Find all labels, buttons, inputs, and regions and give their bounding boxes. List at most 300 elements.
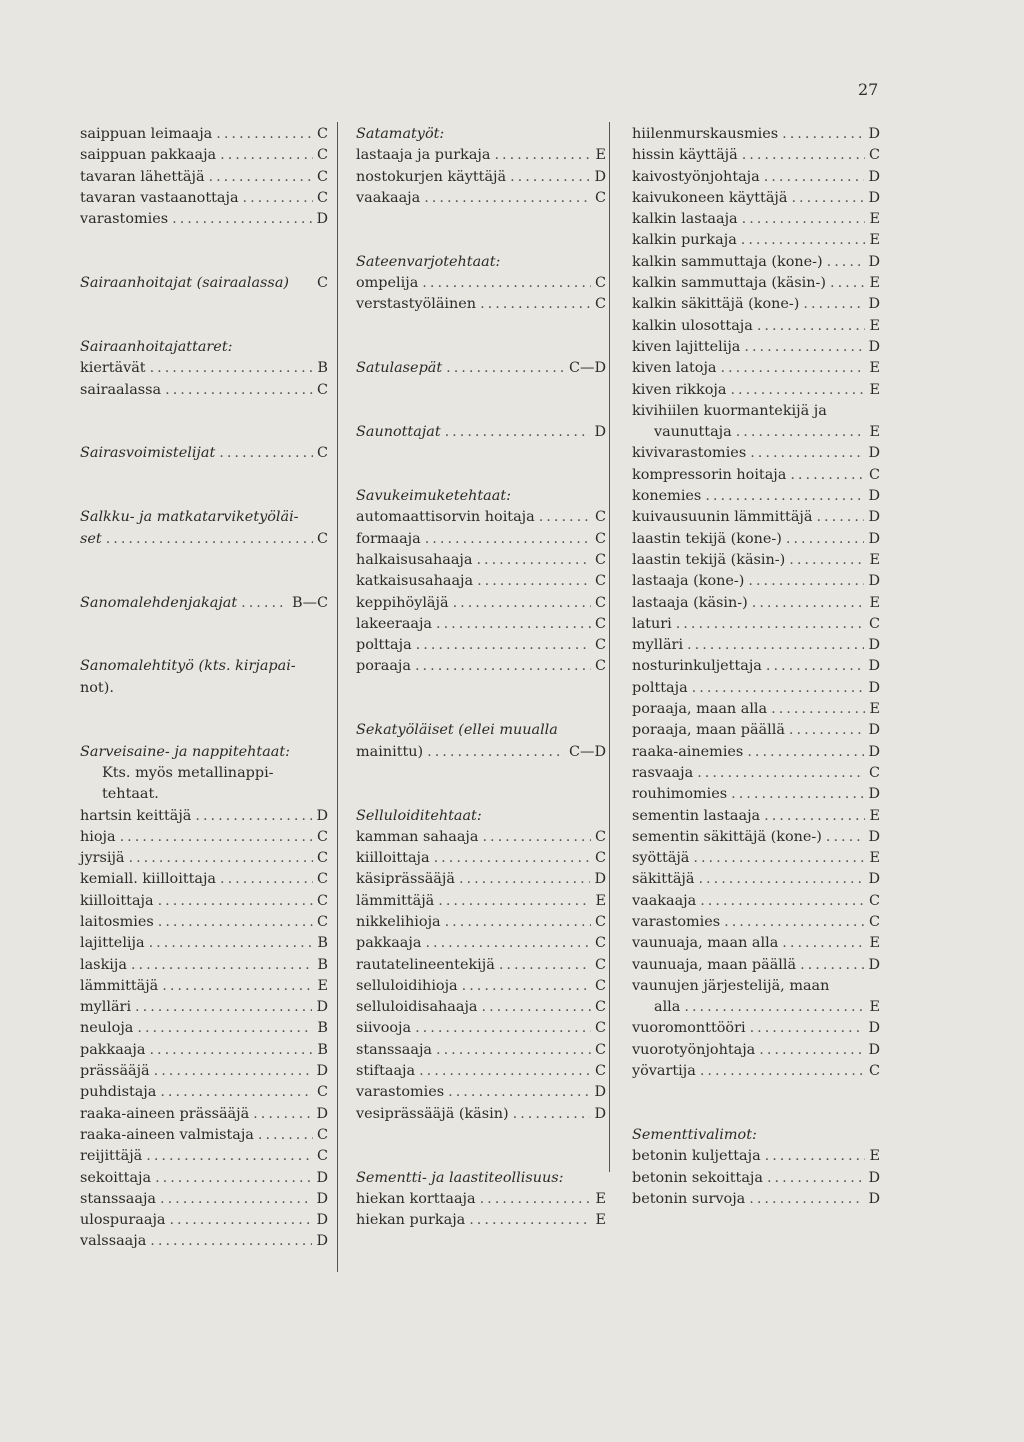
dot-leader xyxy=(720,358,865,379)
index-entry xyxy=(356,167,606,188)
entry-class: C xyxy=(316,892,328,909)
text-line: vaunujen järjestelijä, maan xyxy=(632,977,830,994)
entry-class: D xyxy=(868,488,880,505)
entry-class: B xyxy=(317,1041,328,1058)
entry-term: formaaja xyxy=(356,530,421,547)
column-divider xyxy=(609,122,610,1172)
entry-term: vaunuaja, maan päällä xyxy=(632,956,797,973)
dot-leader xyxy=(698,869,864,890)
spacer xyxy=(80,465,328,508)
dot-leader xyxy=(513,1104,591,1125)
entry-term: laastin tekijä (kone-) xyxy=(632,530,782,547)
entry-term: stiftaaja xyxy=(356,1063,416,1080)
index-entry xyxy=(632,1189,880,1210)
index-entry xyxy=(632,422,880,443)
dot-leader xyxy=(480,1189,592,1210)
entry-class: C xyxy=(594,828,606,845)
dot-leader xyxy=(241,593,288,614)
dot-leader xyxy=(462,976,591,997)
index-entry xyxy=(632,252,880,273)
index-entry xyxy=(356,1104,606,1125)
entry-term: keppihöyläjä xyxy=(356,594,449,611)
index-entry xyxy=(356,742,606,763)
text-line: Kts. myös metallinappi- xyxy=(102,764,274,781)
spacer xyxy=(356,763,606,806)
entry-term: kaivukoneen käyttäjä xyxy=(632,189,788,206)
index-entry xyxy=(356,955,606,976)
entry-class: D xyxy=(316,807,328,824)
entry-class: C xyxy=(316,381,328,398)
spacer xyxy=(80,401,328,444)
entry-class: E xyxy=(595,147,606,164)
entry-class: D xyxy=(316,1169,328,1186)
section-heading: Savukeimuketehtaat: xyxy=(356,488,511,505)
index-entry xyxy=(80,380,328,401)
section-heading: Sekatyöläiset (ellei muualla xyxy=(356,722,558,739)
dot-leader xyxy=(469,1210,591,1231)
entry-class: D xyxy=(868,445,880,462)
entry-class: D xyxy=(868,1190,880,1207)
dot-leader xyxy=(165,380,313,401)
index-entry xyxy=(356,997,606,1018)
dot-leader xyxy=(757,316,866,337)
entry-class: E xyxy=(869,935,880,952)
entry-term: laturi xyxy=(632,615,672,632)
index-entry xyxy=(356,635,606,656)
index-entry xyxy=(356,827,606,848)
index-entry xyxy=(632,699,880,720)
index-entry xyxy=(356,614,606,635)
dot-leader xyxy=(700,1061,865,1082)
entry-term: ompelija xyxy=(356,275,419,292)
entry-class: C xyxy=(316,913,328,930)
entry-term: sairaalassa xyxy=(80,381,162,398)
entry-term: tavaran vastaanottaja xyxy=(80,189,239,206)
dot-leader xyxy=(195,806,312,827)
dot-leader xyxy=(416,635,591,656)
entry-term: kaivostyönjohtaja xyxy=(632,168,760,185)
entry-term: säkittäjä xyxy=(632,871,695,888)
entry-term: lastaaja ja purkaja xyxy=(356,147,491,164)
entry-class: C xyxy=(316,1148,328,1165)
entry-class: C xyxy=(316,275,328,292)
entry-term: vaakaaja xyxy=(632,892,697,909)
dot-leader xyxy=(446,358,565,379)
entry-term: alla xyxy=(654,999,681,1016)
index-entry xyxy=(632,614,880,635)
entry-class: C xyxy=(594,551,606,568)
entry-term: hissin käyttäjä xyxy=(632,147,738,164)
text-line: tehtaat. xyxy=(102,786,159,803)
entry-term: hiekan purkaja xyxy=(356,1212,466,1229)
entry-class: C xyxy=(594,275,606,292)
entry-class: D xyxy=(316,1233,328,1250)
entry-term: pakkaaja xyxy=(356,935,422,952)
entry-class: B xyxy=(317,935,328,952)
entry-class: C xyxy=(594,935,606,952)
entry-term: vaunuaja, maan alla xyxy=(632,935,779,952)
spacer xyxy=(356,380,606,423)
entry-class: D xyxy=(868,338,880,355)
spacer xyxy=(80,699,328,742)
entry-class: E xyxy=(595,1190,606,1207)
entry-class: E xyxy=(595,892,606,909)
entry-term: rasvaaja xyxy=(632,764,694,781)
entry-class: C xyxy=(594,999,606,1016)
index-entry xyxy=(632,891,880,912)
index-entry xyxy=(632,443,880,464)
index-entry xyxy=(632,1061,880,1082)
entry-term: lämmittäjä xyxy=(80,977,159,994)
entry-class: D xyxy=(868,1169,880,1186)
entry-class: D xyxy=(868,189,880,206)
entry-class: D xyxy=(868,296,880,313)
entry-class: E xyxy=(869,999,880,1016)
spacer xyxy=(80,294,328,337)
index-entry xyxy=(80,1231,328,1252)
entry-term: poraaja, maan päällä xyxy=(632,722,785,739)
entry-term: stanssaaja xyxy=(356,1041,432,1058)
entry-term: vuoromonttööri xyxy=(632,1020,746,1037)
entry-class: D xyxy=(316,1105,328,1122)
index-entry xyxy=(632,869,880,890)
entry-class: C xyxy=(316,1084,328,1101)
dot-leader xyxy=(767,1168,864,1189)
entry-term: raaka-aineen valmistaja xyxy=(80,1126,254,1143)
section-heading: Satamatyöt: xyxy=(356,126,445,142)
dot-leader xyxy=(160,1082,313,1103)
entry-term: lastaaja (kone-) xyxy=(632,573,745,590)
entry-term: nikkelihioja xyxy=(356,913,441,930)
spacer xyxy=(80,230,328,273)
entry-term: laastin tekijä (käsin-) xyxy=(632,551,786,568)
entry-term: saippuan pakkaaja xyxy=(80,147,217,164)
entry-class: C xyxy=(316,147,328,164)
entry-class: B xyxy=(317,956,328,973)
dot-leader xyxy=(693,848,865,869)
index-entry xyxy=(80,827,328,848)
index-entry xyxy=(632,571,880,592)
entry-class: D xyxy=(868,743,880,760)
entry-term: kalkin lastaaja xyxy=(632,211,738,228)
index-entry xyxy=(80,167,328,188)
dot-leader xyxy=(129,848,313,869)
dot-leader xyxy=(172,209,312,230)
index-entry xyxy=(80,1104,328,1125)
entry-term: Sanomalehdenjakajat xyxy=(80,594,238,611)
entry-class: C xyxy=(594,658,606,675)
entry-class: D xyxy=(868,530,880,547)
dot-leader xyxy=(220,145,313,166)
entry-term: sementin säkittäjä (kone-) xyxy=(632,828,822,845)
dot-leader xyxy=(741,230,866,251)
dot-leader xyxy=(830,273,865,294)
entry-class: E xyxy=(869,232,880,249)
entry-class: D xyxy=(868,509,880,526)
entry-term: reijittäjä xyxy=(80,1148,143,1165)
entry-term: valssaaja xyxy=(80,1233,147,1250)
index-entry xyxy=(356,912,606,933)
index-entry xyxy=(356,358,606,379)
entry-class: D xyxy=(868,871,880,888)
dot-leader xyxy=(731,784,864,805)
index-entry xyxy=(80,273,328,294)
dot-leader xyxy=(425,529,591,550)
index-entry xyxy=(356,550,606,571)
dot-leader xyxy=(146,1146,313,1167)
dot-leader xyxy=(162,976,313,997)
dot-leader xyxy=(816,507,864,528)
entry-class: E xyxy=(869,381,880,398)
entry-term: kalkin ulosottaja xyxy=(632,317,753,334)
index-entry xyxy=(632,720,880,741)
dot-leader xyxy=(697,763,865,784)
index-entry xyxy=(80,1189,328,1210)
entry-class: D xyxy=(868,786,880,803)
entry-term: tavaran lähettäjä xyxy=(80,168,205,185)
entry-term: vaunuttaja xyxy=(654,424,732,441)
index-entry xyxy=(80,145,328,166)
index-entry xyxy=(356,1018,606,1039)
dot-leader xyxy=(415,1018,591,1039)
dot-leader xyxy=(742,145,865,166)
dot-leader xyxy=(438,891,591,912)
spacer xyxy=(632,1082,880,1125)
spacer xyxy=(356,1125,606,1168)
entry-class: D xyxy=(316,1212,328,1229)
dot-leader xyxy=(791,188,864,209)
entry-class: C xyxy=(316,1126,328,1143)
entry-class: C xyxy=(316,530,328,547)
dot-leader xyxy=(803,294,864,315)
entry-term: kamman sahaaja xyxy=(356,828,479,845)
index-entry xyxy=(632,656,880,677)
index-entry xyxy=(356,593,606,614)
dot-leader xyxy=(480,294,591,315)
entry-class: D xyxy=(594,424,606,441)
entry-class: C xyxy=(868,764,880,781)
index-entry xyxy=(356,1082,606,1103)
entry-class: E xyxy=(869,211,880,228)
entry-term: Sairaanhoitajat (sairaalassa) xyxy=(80,275,290,292)
entry-term: varastomies xyxy=(80,211,169,228)
dot-leader xyxy=(744,337,864,358)
index-column-2 xyxy=(356,124,606,1231)
entry-class: E xyxy=(869,594,880,611)
index-entry xyxy=(80,1018,328,1039)
entry-term: kiertävät xyxy=(80,360,146,377)
dot-leader xyxy=(434,848,591,869)
index-entry xyxy=(356,145,606,166)
index-entry xyxy=(80,443,328,464)
dot-leader xyxy=(422,273,591,294)
index-entry xyxy=(632,848,880,869)
entry-class: D xyxy=(868,956,880,973)
entry-term: yövartija xyxy=(632,1063,696,1080)
index-entry xyxy=(632,955,880,976)
entry-term: polttaja xyxy=(632,679,688,696)
index-entry xyxy=(632,380,880,401)
dot-leader xyxy=(243,188,313,209)
index-entry xyxy=(80,188,328,209)
entry-class: D xyxy=(316,211,328,228)
dot-leader xyxy=(539,507,591,528)
entry-term: kompressorin hoitaja xyxy=(632,466,787,483)
entry-term: ulospuraaja xyxy=(80,1212,166,1229)
dot-leader xyxy=(154,1061,313,1082)
index-entry xyxy=(632,933,880,954)
entry-class: C xyxy=(594,1041,606,1058)
entry-class: C xyxy=(594,956,606,973)
index-entry xyxy=(80,124,328,145)
section-heading: Sementtivalimot: xyxy=(632,1126,757,1143)
index-entry xyxy=(80,955,328,976)
entry-term: Sairasvoimistelijat xyxy=(80,445,216,462)
index-entry xyxy=(356,188,606,209)
entry-term: vaakaaja xyxy=(356,189,421,206)
entry-term: selluloidihioja xyxy=(356,977,458,994)
dot-leader xyxy=(790,465,865,486)
entry-term: halkaisusahaaja xyxy=(356,551,473,568)
dot-leader xyxy=(436,1040,591,1061)
dot-leader xyxy=(700,891,865,912)
dot-leader xyxy=(150,358,314,379)
entry-class: E xyxy=(869,701,880,718)
entry-term: nosturinkuljettaja xyxy=(632,658,762,675)
entry-term: Satulasepät xyxy=(356,360,443,377)
entry-class: D xyxy=(868,573,880,590)
index-entry xyxy=(356,507,606,528)
dot-leader xyxy=(448,1082,590,1103)
entry-class: E xyxy=(869,275,880,292)
entry-class: D xyxy=(868,168,880,185)
entry-term: syöttäjä xyxy=(632,850,690,867)
entry-class: C xyxy=(594,189,606,206)
section-heading: Sateenvarjotehtaat: xyxy=(356,253,501,270)
entry-term: selluloidisahaaja xyxy=(356,999,478,1016)
entry-term: lastaaja (käsin-) xyxy=(632,594,748,611)
section-heading: Sairaanhoitajattaret: xyxy=(80,338,233,355)
entry-class: C xyxy=(868,147,880,164)
index-entry xyxy=(632,1040,880,1061)
entry-term: lämmittäjä xyxy=(356,892,435,909)
entry-class: D xyxy=(316,1063,328,1080)
entry-class: C xyxy=(316,871,328,888)
entry-class: C xyxy=(594,850,606,867)
dot-leader xyxy=(445,422,591,443)
entry-term: hartsin keittäjä xyxy=(80,807,192,824)
dot-leader xyxy=(730,380,865,401)
index-entry xyxy=(80,1168,328,1189)
index-entry xyxy=(356,933,606,954)
entry-class: E xyxy=(317,977,328,994)
dot-leader xyxy=(150,1231,312,1252)
entry-class: D xyxy=(868,1020,880,1037)
entry-term: saippuan leimaaja xyxy=(80,126,213,142)
entry-term: kalkin sammuttaja (käsin-) xyxy=(632,275,826,292)
entry-term: katkaisusahaaja xyxy=(356,573,474,590)
entry-class: D xyxy=(868,637,880,654)
index-entry xyxy=(80,209,328,230)
entry-term: betonin kuljettaja xyxy=(632,1148,761,1165)
entry-class: C xyxy=(316,168,328,185)
entry-term: vuorotyönjohtaja xyxy=(632,1041,756,1058)
entry-term: Saunottajat xyxy=(356,424,441,441)
entry-term: konemies xyxy=(632,488,702,505)
index-entry xyxy=(632,1146,880,1167)
dot-leader xyxy=(789,550,865,571)
entry-class: E xyxy=(869,424,880,441)
entry-class: C—D xyxy=(569,743,606,760)
index-entry xyxy=(632,465,880,486)
dot-leader xyxy=(736,422,866,443)
entry-class: C xyxy=(868,913,880,930)
column-divider xyxy=(337,122,338,1272)
dot-leader xyxy=(158,891,313,912)
entry-class: D xyxy=(868,658,880,675)
entry-class: C xyxy=(868,615,880,632)
index-entry xyxy=(80,593,328,614)
index-entry xyxy=(632,784,880,805)
index-column-1 xyxy=(80,124,328,1253)
entry-class: B xyxy=(317,360,328,377)
section-heading: Sanomalehtityö (kts. kirjapai- xyxy=(80,658,296,675)
index-entry xyxy=(632,678,880,699)
dot-leader xyxy=(676,614,865,635)
index-entry xyxy=(80,869,328,890)
dot-leader xyxy=(800,955,864,976)
index-entry xyxy=(632,294,880,315)
entry-term: hiilenmurskausmies xyxy=(632,126,779,142)
index-entry xyxy=(632,806,880,827)
index-entry xyxy=(80,912,328,933)
index-entry xyxy=(632,358,880,379)
index-entry xyxy=(80,1040,328,1061)
entry-term: kemiall. kiilloittaja xyxy=(80,871,217,888)
dot-leader xyxy=(705,486,864,507)
index-entry xyxy=(80,806,328,827)
index-column-3 xyxy=(632,124,880,1210)
entry-class: C xyxy=(868,1063,880,1080)
index-entry xyxy=(80,933,328,954)
entry-class: D xyxy=(868,126,880,142)
dot-leader xyxy=(724,912,865,933)
dot-leader xyxy=(158,912,313,933)
index-entry xyxy=(356,1189,606,1210)
entry-term: kalkin sammuttaja (kone-) xyxy=(632,253,823,270)
entry-term: lajittelija xyxy=(80,935,145,952)
index-entry xyxy=(632,507,880,528)
dot-leader xyxy=(220,869,313,890)
entry-class: C xyxy=(594,913,606,930)
entry-term: siivooja xyxy=(356,1020,412,1037)
dot-leader xyxy=(764,806,865,827)
index-entry xyxy=(80,891,328,912)
entry-term: puhdistaja xyxy=(80,1084,157,1101)
entry-term: mylläri xyxy=(80,999,132,1016)
dot-leader xyxy=(482,997,591,1018)
index-entry xyxy=(356,273,606,294)
entry-class: C xyxy=(316,126,328,142)
index-entry xyxy=(356,422,606,443)
dot-leader xyxy=(752,593,866,614)
entry-term: pakkaaja xyxy=(80,1041,146,1058)
index-entry xyxy=(356,891,606,912)
dot-leader xyxy=(120,827,313,848)
entry-term: kiven rikkoja xyxy=(632,381,727,398)
entry-term: stanssaaja xyxy=(80,1190,156,1207)
dot-leader xyxy=(427,742,565,763)
